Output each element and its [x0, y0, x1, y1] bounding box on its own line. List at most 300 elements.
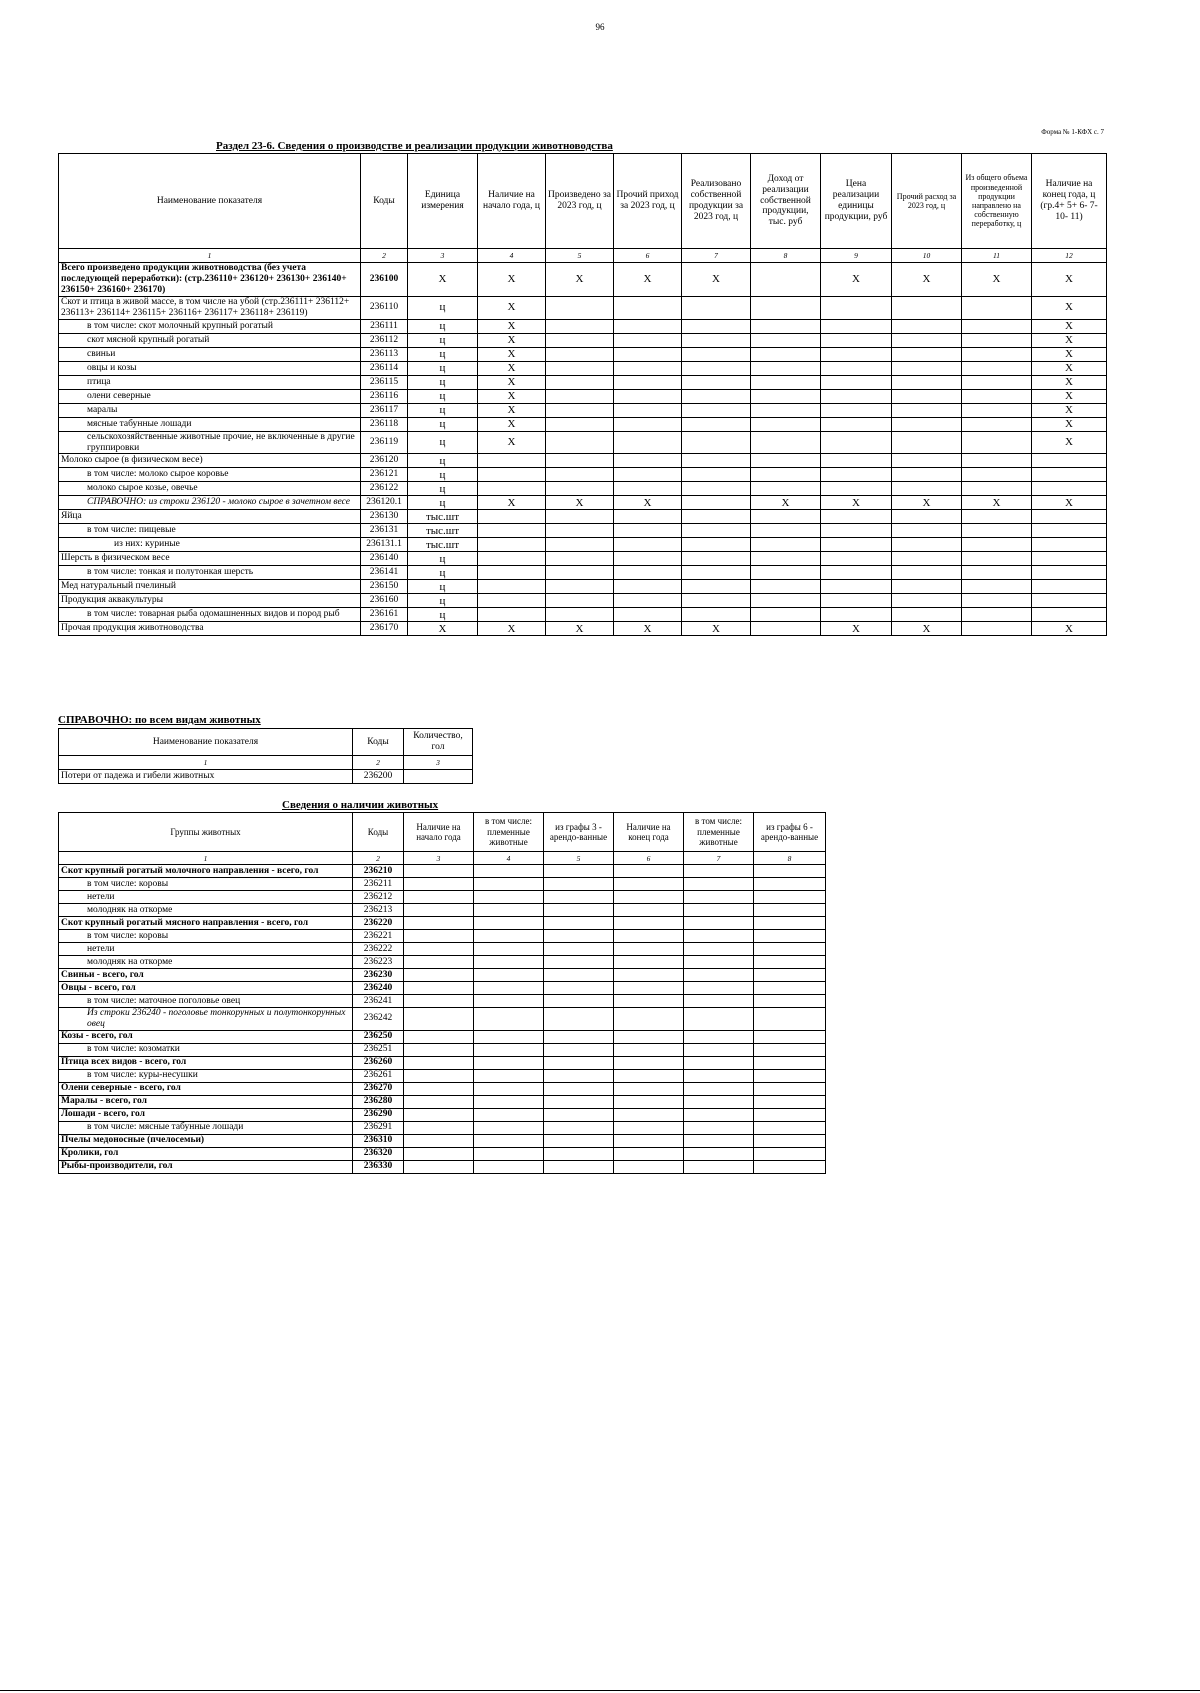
row-unit: ц [408, 403, 478, 417]
cell [684, 1056, 754, 1069]
cell [614, 1160, 684, 1173]
table-row [59, 482, 1107, 496]
cell [614, 943, 684, 956]
row-code: 236241 [353, 995, 404, 1008]
cell [821, 375, 892, 389]
row-name: Олени северные - всего, гол [59, 1082, 353, 1095]
row-unit: X [408, 622, 478, 636]
cell [404, 917, 474, 930]
cell [1032, 468, 1107, 482]
cell [754, 930, 826, 943]
cell [614, 431, 682, 454]
cell [614, 1043, 684, 1056]
cell [684, 956, 754, 969]
cell: X [1032, 375, 1107, 389]
cell [404, 930, 474, 943]
cell [614, 956, 684, 969]
cell [614, 995, 684, 1008]
column-header: Наличие на конец года [614, 813, 684, 852]
cell [1032, 538, 1107, 552]
cell: X [546, 496, 614, 510]
cell [614, 608, 682, 622]
cell [754, 1147, 826, 1160]
cell [821, 538, 892, 552]
row-code: 236122 [361, 482, 408, 496]
cell [684, 904, 754, 917]
row-name: овцы и козы [59, 361, 361, 375]
cell [404, 1030, 474, 1043]
cell [1032, 552, 1107, 566]
row-code: 236113 [361, 347, 408, 361]
row-name: Скот и птица в живой массе, в том числе на убой (стр.236111+ 236112+ 236113+ 236114+ 236115+ 236116+ 236117+ 236118+ 236119) [59, 296, 361, 319]
cell [544, 891, 614, 904]
cell [682, 580, 751, 594]
row-name: в том числе: скот молочный крупный рогатый [59, 319, 361, 333]
cell: X [478, 319, 546, 333]
table-row [59, 538, 1107, 552]
column-number: 2 [361, 249, 408, 263]
cell: X [478, 622, 546, 636]
row-name: Козы - всего, гол [59, 1030, 353, 1043]
row-name: олени северные [59, 389, 361, 403]
cell: X [1032, 263, 1107, 297]
cell: X [478, 347, 546, 361]
cell [614, 566, 682, 580]
animals-table [58, 812, 826, 1174]
cell [544, 904, 614, 917]
cell [546, 319, 614, 333]
column-number: 2 [353, 852, 404, 865]
row-name: молодняк на откорме [59, 956, 353, 969]
cell [754, 1121, 826, 1134]
column-header: Из общего объема произведенной продукции направлено на собственную переработку, ц [962, 154, 1032, 249]
column-number: 3 [404, 852, 474, 865]
row-name: свиньи [59, 347, 361, 361]
cell [962, 319, 1032, 333]
cell [546, 594, 614, 608]
cell [682, 594, 751, 608]
row-code: 236120 [361, 454, 408, 468]
table-row [59, 319, 1107, 333]
table-row [59, 468, 1107, 482]
cell [544, 917, 614, 930]
cell: X [962, 263, 1032, 297]
row-name: в том числе: товарная рыба одомашненных видов и пород рыб [59, 608, 361, 622]
cell [544, 1160, 614, 1173]
cell: X [821, 496, 892, 510]
row-unit: ц [408, 482, 478, 496]
cell [754, 982, 826, 995]
cell [474, 1082, 544, 1095]
column-number: 6 [614, 852, 684, 865]
table-row [59, 878, 826, 891]
cell [614, 296, 682, 319]
cell [404, 1147, 474, 1160]
cell: X [614, 496, 682, 510]
row-name: Прочая продукция животноводства [59, 622, 361, 636]
cell [892, 375, 962, 389]
row-unit: ц [408, 296, 478, 319]
column-number-row [59, 249, 1107, 263]
row-name: Молоко сырое (в физическом весе) [59, 454, 361, 468]
table-row [59, 930, 826, 943]
column-number: 5 [546, 249, 614, 263]
row-unit: ц [408, 347, 478, 361]
cell [614, 417, 682, 431]
column-header: в том числе: племенные животные [684, 813, 754, 852]
row-unit: тыс.шт [408, 524, 478, 538]
cell [474, 943, 544, 956]
row-code: 236212 [353, 891, 404, 904]
column-number: 4 [478, 249, 546, 263]
table-row [59, 917, 826, 930]
reference-table [58, 728, 473, 784]
row-code: 236141 [361, 566, 408, 580]
column-number: 2 [353, 756, 404, 770]
cell [751, 622, 821, 636]
table-row [59, 891, 826, 904]
form-label: Форма № 1-КФХ с. 7 [1041, 128, 1104, 136]
cell [474, 1030, 544, 1043]
row-name: в том числе: мясные табунные лошади [59, 1121, 353, 1134]
cell [614, 878, 684, 891]
cell [614, 1069, 684, 1082]
cell [684, 1030, 754, 1043]
table-row [59, 1043, 826, 1056]
row-unit: ц [408, 417, 478, 431]
cell [546, 524, 614, 538]
cell [962, 468, 1032, 482]
cell [404, 1121, 474, 1134]
cell: X [1032, 496, 1107, 510]
cell [962, 608, 1032, 622]
cell [1032, 454, 1107, 468]
cell [754, 1069, 826, 1082]
table-row [59, 1095, 826, 1108]
cell [1032, 566, 1107, 580]
cell [474, 865, 544, 878]
cell [546, 580, 614, 594]
cell [614, 538, 682, 552]
row-name: птица [59, 375, 361, 389]
cell [614, 1134, 684, 1147]
row-code: 236110 [361, 296, 408, 319]
table-row [59, 389, 1107, 403]
cell [546, 538, 614, 552]
column-header: Наличие на начало года, ц [478, 154, 546, 249]
cell [962, 552, 1032, 566]
cell [892, 580, 962, 594]
cell [544, 1056, 614, 1069]
cell [614, 594, 682, 608]
cell [754, 956, 826, 969]
row-name: Рыбы-производители, гол [59, 1160, 353, 1173]
table-row [59, 982, 826, 995]
row-code: 236211 [353, 878, 404, 891]
cell [821, 319, 892, 333]
column-number: 9 [821, 249, 892, 263]
row-name: Овцы - всего, гол [59, 982, 353, 995]
cell [962, 417, 1032, 431]
cell [684, 1095, 754, 1108]
column-number: 10 [892, 249, 962, 263]
table-row [59, 263, 1107, 297]
cell: X [478, 417, 546, 431]
column-header: Группы животных [59, 813, 353, 852]
table-row [59, 904, 826, 917]
cell [682, 403, 751, 417]
table-row [59, 865, 826, 878]
cell [546, 296, 614, 319]
cell [892, 454, 962, 468]
cell [544, 1069, 614, 1082]
cell [478, 608, 546, 622]
cell [892, 608, 962, 622]
cell [404, 865, 474, 878]
column-header: Прочий приход за 2023 год, ц [614, 154, 682, 249]
cell: X [682, 622, 751, 636]
cell [682, 538, 751, 552]
cell [962, 454, 1032, 468]
cell [474, 982, 544, 995]
cell [544, 969, 614, 982]
cell [404, 1069, 474, 1082]
cell: X [1032, 347, 1107, 361]
cell [821, 608, 892, 622]
table-row [59, 347, 1107, 361]
row-unit: ц [408, 566, 478, 580]
row-name: Свиньи - всего, гол [59, 969, 353, 982]
bottom-rule [0, 1690, 1200, 1691]
cell [546, 510, 614, 524]
row-code: 236291 [353, 1121, 404, 1134]
cell [682, 454, 751, 468]
cell [684, 1108, 754, 1121]
cell [682, 333, 751, 347]
table-row [59, 524, 1107, 538]
row-code: 236118 [361, 417, 408, 431]
cell [962, 375, 1032, 389]
cell [821, 389, 892, 403]
table-row [59, 1082, 826, 1095]
cell [892, 296, 962, 319]
cell [474, 878, 544, 891]
column-header: Коды [361, 154, 408, 249]
cell [684, 1008, 754, 1031]
cell [754, 904, 826, 917]
row-unit: тыс.шт [408, 510, 478, 524]
row-unit: ц [408, 375, 478, 389]
row-unit: ц [408, 454, 478, 468]
row-code: 236221 [353, 930, 404, 943]
cell: X [546, 622, 614, 636]
cell [614, 468, 682, 482]
cell [892, 524, 962, 538]
cell [821, 524, 892, 538]
table-row [59, 1121, 826, 1134]
cell [962, 296, 1032, 319]
column-number: 3 [408, 249, 478, 263]
cell [546, 454, 614, 468]
table-row [59, 770, 473, 784]
cell [474, 1056, 544, 1069]
cell [614, 969, 684, 982]
table-row [59, 1030, 826, 1043]
column-header: Коды [353, 813, 404, 852]
cell [682, 566, 751, 580]
cell [682, 608, 751, 622]
cell [404, 891, 474, 904]
cell [544, 1082, 614, 1095]
cell [546, 403, 614, 417]
cell [614, 917, 684, 930]
row-code: 236130 [361, 510, 408, 524]
column-header: в том числе: племенные животные [474, 813, 544, 852]
table-row [59, 1008, 826, 1031]
column-number-row [59, 756, 473, 770]
cell [614, 375, 682, 389]
cell: X [682, 263, 751, 297]
table-row [59, 594, 1107, 608]
cell [544, 956, 614, 969]
cell: X [892, 622, 962, 636]
table-header-row [59, 813, 826, 852]
row-code: 236242 [353, 1008, 404, 1031]
row-name: в том числе: коровы [59, 930, 353, 943]
cell [682, 361, 751, 375]
cell [962, 566, 1032, 580]
cell [1032, 580, 1107, 594]
column-number: 1 [59, 756, 353, 770]
cell [821, 296, 892, 319]
cell [821, 510, 892, 524]
cell [546, 431, 614, 454]
cell [682, 431, 751, 454]
row-code: 236320 [353, 1147, 404, 1160]
column-header: Наименование показателя [59, 154, 361, 249]
row-name: Потери от падежа и гибели животных [59, 770, 353, 784]
cell [751, 296, 821, 319]
row-code: 236210 [353, 865, 404, 878]
cell: X [1032, 361, 1107, 375]
cell: X [478, 361, 546, 375]
cell: X [821, 622, 892, 636]
cell [474, 1147, 544, 1160]
table-header-row [59, 729, 473, 756]
cell [614, 1121, 684, 1134]
cell [751, 580, 821, 594]
cell [684, 982, 754, 995]
cell [821, 552, 892, 566]
cell [962, 361, 1032, 375]
cell [892, 417, 962, 431]
cell [614, 1056, 684, 1069]
cell [754, 943, 826, 956]
table-row [59, 417, 1107, 431]
cell [546, 566, 614, 580]
cell [682, 552, 751, 566]
cell [404, 1108, 474, 1121]
cell [544, 1147, 614, 1160]
cell [544, 1121, 614, 1134]
table-row [59, 1069, 826, 1082]
cell [404, 969, 474, 982]
row-name: в том числе: молоко сырое коровье [59, 468, 361, 482]
cell [751, 389, 821, 403]
table-row [59, 375, 1107, 389]
cell [404, 878, 474, 891]
cell [754, 1160, 826, 1173]
cell [821, 417, 892, 431]
cell [478, 524, 546, 538]
cell [474, 1095, 544, 1108]
row-code: 236120.1 [361, 496, 408, 510]
row-unit: ц [408, 333, 478, 347]
column-header: Коды [353, 729, 404, 756]
cell [474, 904, 544, 917]
row-unit: ц [408, 468, 478, 482]
cell [684, 1121, 754, 1134]
cell [614, 1030, 684, 1043]
cell [478, 468, 546, 482]
cell [892, 347, 962, 361]
row-code: 236290 [353, 1108, 404, 1121]
column-number: 8 [751, 249, 821, 263]
table-row [59, 431, 1107, 454]
row-code: 236260 [353, 1056, 404, 1069]
row-code: 236116 [361, 389, 408, 403]
row-unit: ц [408, 608, 478, 622]
cell [892, 361, 962, 375]
table-row [59, 580, 1107, 594]
cell [614, 904, 684, 917]
cell [962, 431, 1032, 454]
cell: X [821, 263, 892, 297]
row-unit: ц [408, 496, 478, 510]
cell [751, 608, 821, 622]
cell [474, 1108, 544, 1121]
column-header: Наличие на конец года, ц (гр.4+ 5+ 6- 7- 10- 11) [1032, 154, 1107, 249]
cell [892, 552, 962, 566]
row-code: 236140 [361, 552, 408, 566]
cell [962, 333, 1032, 347]
cell [754, 969, 826, 982]
cell [404, 1056, 474, 1069]
cell [614, 333, 682, 347]
cell: X [546, 263, 614, 297]
cell [821, 454, 892, 468]
cell [474, 917, 544, 930]
cell [821, 347, 892, 361]
table-row [59, 552, 1107, 566]
cell [751, 538, 821, 552]
row-unit: тыс.шт [408, 538, 478, 552]
cell [614, 361, 682, 375]
cell: X [1032, 403, 1107, 417]
table-row [59, 333, 1107, 347]
cell [682, 296, 751, 319]
cell [684, 995, 754, 1008]
row-code: 236230 [353, 969, 404, 982]
cell [614, 891, 684, 904]
cell [614, 1095, 684, 1108]
row-unit: ц [408, 389, 478, 403]
cell [751, 510, 821, 524]
cell [684, 878, 754, 891]
cell [546, 347, 614, 361]
cell [684, 1069, 754, 1082]
cell [962, 389, 1032, 403]
